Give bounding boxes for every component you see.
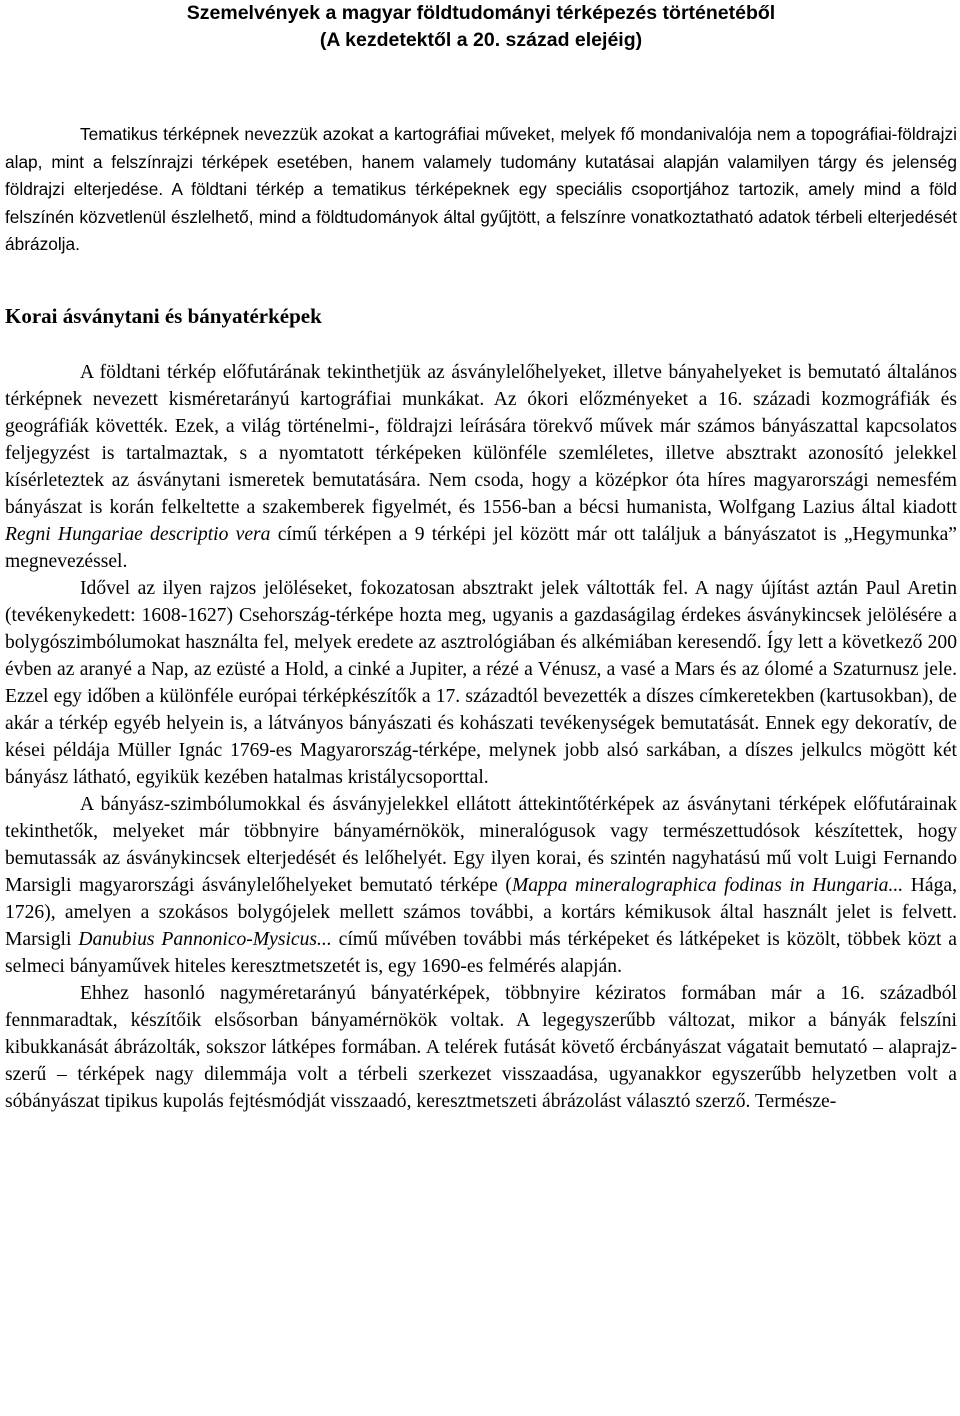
- body-paragraph-1: [5, 359, 957, 575]
- italic-title-mappa: Mappa mineralographica fodinas in Hungaria...: [511, 874, 904, 896]
- body-paragraph-4: Ehhez hasonló nagyméretarányú bányatérképek, többnyire kéziratos formában már a 16. századból fennmaradtak, készítőik elsősorban bányamérnökök voltak. A legegyszerűbb változat, mikor a bányák felszíni kibukkanását ábrázolták, sokszor látképes formában. A telérek futását követő ércbányászat vágatait bemutató – alaprajz-szerű – térképek nagy dilemmája volt a térbeli szerkezet visszaadása, ugyanakkor egyszerűbb helyzetben volt a sóbányászat tipikus kupolás fejtésmódját visszaadó, keresztmetszeti ábrázolást választó szerző. Természe-: [5, 982, 957, 1112]
- paragraph-text: című művében további más térképeket és látképeket is közölt, többek közt a selmeci bányaművek hiteles keresztmetszetét is, egy 1690-es felmérés alapján.: [5, 928, 957, 977]
- italic-title-danubius: Danubius Pannonico-Mysicus...: [78, 928, 332, 950]
- title-line-2: (A kezdetektől a 20. század elejéig): [319, 29, 643, 51]
- paragraph-text: A bányász-szimbólumokkal és ásványjelekkel ellátott áttekintőtérképek az ásványtani térképek előfutárainak tekinthetők, melyeket már többnyire bányamérnökök, mineralógusok vagy természettudósok készítettek, hogy bemutassák az ásványkincsek elterjedését és lelőhelyét. Egy ilyen korai, és szintén nagyhatású mű volt Luigi Fernando Marsigli magyarországi ásványlelőhelyeket bemutató térképe (: [5, 793, 957, 896]
- title-line-1: Szemelvények a magyar földtudományi térképezés történetéből: [186, 2, 776, 24]
- italic-title-regni: Regni Hungariae descriptio vera: [5, 523, 271, 545]
- section-heading: Korai ásványtani és bányatérképek: [5, 303, 322, 328]
- body-paragraph-2: Idővel az ilyen rajzos jelöléseket, fokozatosan absztrakt jelek váltották fel. A nagy újítást aztán Paul Aretin (tevékenykedett: 1608-1627) Csehország-térképe hozta meg, ugyanis a gazdaságilag érdekes ásványkincsek jelölésére a bolygószimbólumokat használta fel, melyek eredete az asztrológiában és alkémiában keresendő. Így lett a következő 200 évben az aranyé a Nap, az ezüsté a Hold, a cinké a Jupiter, a rézé a Vénusz, a vasé a Mars és az ólomé a Szaturnusz jele. Ezzel egy időben a különféle európai térképkészítők a 17. századtól bevezették a díszes címkeretekben (kartusokban), de akár a térkép egyéb helyein is, a látványos bányászati és kohászati tevékenységek bemutatását. Ennek egy dekoratív, de kései példája Müller Ignác 1769-es Magyarország-térképe, melynek jobb alsó sarkában, a díszes jelkulcs mögött két bányász látható, egyikük kezében hatalmas kristálycsoporttal.: [5, 577, 957, 788]
- paragraph-text: A földtani térkép előfutárának tekinthetjük az ásványlelőhelyeket, illetve bányahelyeket is bemutató általános térképnek nevezett kisméretarányú kartográfiai munkákat. Az ókori előzményeket a 16. századi kozmográfiák és geográfiák követték. Ezek, a világ történelmi-, földrajzi leírására törekvő művek már számos bányászattal kapcsolatos feljegyzést is tartalmaztak, s a nyomtatott térképeken különféle szemléletes, illetve absztrakt azonosító jelekkel kísérleteztek az ásványtani ismeretek bemutatására. Nem csoda, hogy a középkor óta híres magyarországi nemesfém bányászat is korán felkeltette a szakemberek figyelmét, és 1556-ban a bécsi humanista, Wolfgang Lazius által kiadott: [5, 361, 957, 518]
- page-title: [5, 0, 957, 54]
- paragraph-text: című térképen a 9 térképi jel között már ott találjuk a bányászatot is „Hegymunka” megnevezéssel.: [5, 523, 958, 572]
- intro-paragraph: Tematikus térképnek nevezzük azokat a kartográfiai műveket, melyek fő mondanivalója nem a topográfiai-földrajzi alap, mint a felszínrajzi térképek esetében, hanem valamely tudomány kutatásai alapján valamilyen tárgy és jelenség földrajzi elterjedése. A földtani térkép a tematikus térképeknek egy speciális csoportjához tartozik, amely mind a föld felszínén közvetlenül észlelhető, mind a földtudományok által gyűjtött, a felszínre vonatkoztatható adatok térbeli elterjedését ábrázolja.: [5, 124, 957, 254]
- paragraph-text: Hága, 1726), amelyen a szokásos bolygójelek mellett számos további, a kortárs kémikusok által használt jelet is felvett. Marsigli: [5, 874, 957, 950]
- body-paragraph-3: [5, 791, 957, 980]
